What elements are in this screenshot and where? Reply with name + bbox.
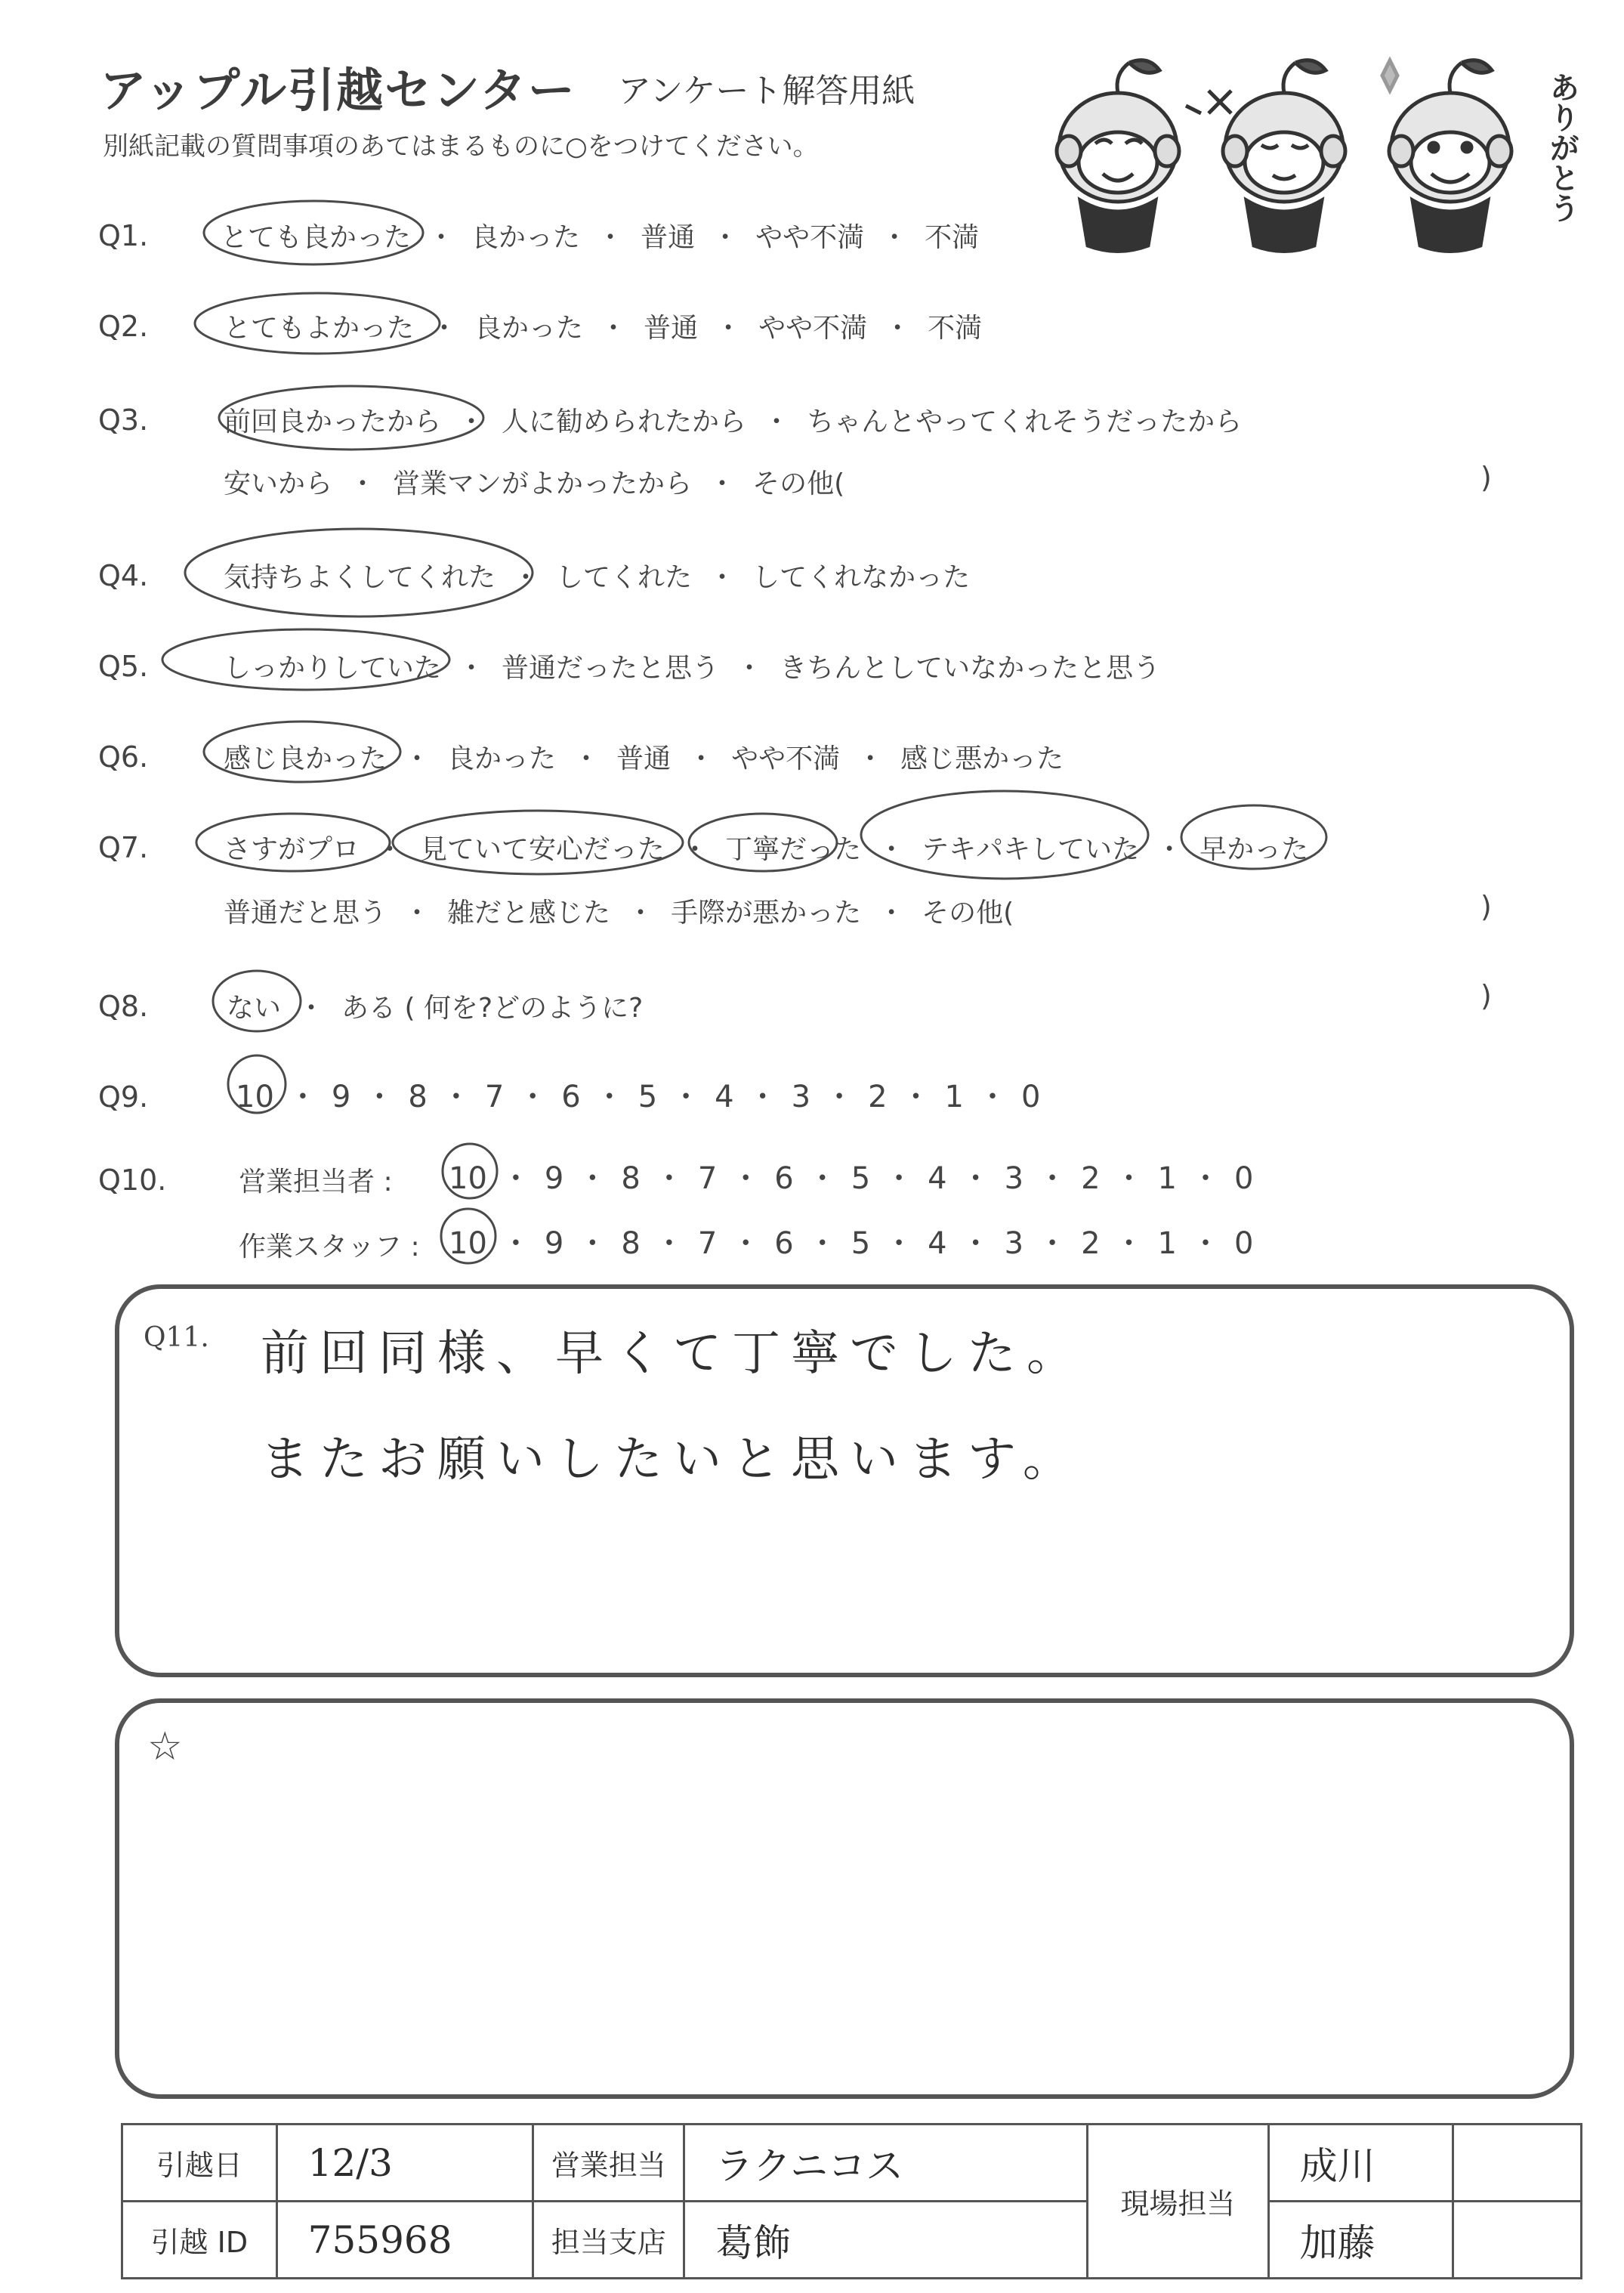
q1-option[interactable]: 良かった	[471, 222, 581, 253]
q10-score[interactable]: 6	[774, 1226, 794, 1261]
q10-score[interactable]: 8	[621, 1161, 641, 1196]
company-title: アップル引越センター	[100, 63, 576, 118]
q9-score[interactable]: 1	[944, 1080, 964, 1114]
q9-score[interactable]: 8	[408, 1080, 428, 1114]
q7-option[interactable]: 早かった	[1199, 834, 1309, 865]
q1-option[interactable]: 不満	[925, 222, 980, 253]
q9-scale: 10 ・ 9 ・ 8 ・ 7 ・ 6 ・ 5 ・ 4 ・ 3 ・ 2 ・ 1 ・ 0	[236, 1080, 1041, 1114]
q7-option[interactable]: さすがプロ	[224, 834, 360, 865]
q7-option[interactable]: テキパキしていた	[922, 834, 1140, 865]
q10-row-name: 営業担当者 :	[239, 1167, 393, 1197]
q9-score[interactable]: 0	[1020, 1080, 1041, 1114]
q10-score[interactable]: 0	[1233, 1226, 1254, 1261]
q10-row-name: 作業スタッフ :	[239, 1231, 420, 1262]
q10-score[interactable]: 9	[544, 1226, 564, 1261]
q9-score[interactable]: 5	[638, 1080, 658, 1114]
q3-option[interactable]: 安いから	[224, 468, 333, 499]
q10-sales-scale: 10 ・ 9 ・ 8 ・ 7 ・ 6 ・ 5 ・ 4 ・ 3 ・ 2 ・ 1 ・ 0	[449, 1161, 1254, 1196]
q3-options-line1: 前回良かったから ・ 人に勧められたから ・ ちゃんとやってくれそうだったから	[224, 406, 1243, 437]
q10-score[interactable]: 6	[774, 1161, 794, 1196]
q4-option[interactable]: 気持ちよくしてくれた	[224, 562, 496, 593]
free-comment-box[interactable]	[115, 1698, 1574, 2099]
q2-option[interactable]: とてもよかった	[224, 313, 415, 344]
q5-option[interactable]: きちんとしていなかったと思う	[780, 653, 1161, 684]
q11-label: Q11.	[144, 1322, 209, 1353]
moving-date-value[interactable]: 12/3	[276, 2125, 533, 2202]
q4-options: 気持ちよくしてくれた ・ してくれた ・ してくれなかった	[224, 562, 971, 593]
q5-label: Q5.	[98, 650, 149, 683]
q7-option[interactable]: 見ていて安心だった	[420, 834, 665, 865]
q1-option[interactable]: とても良かった	[221, 222, 412, 253]
q10-score[interactable]: 1	[1157, 1226, 1177, 1261]
q9-score[interactable]: 4	[715, 1080, 734, 1114]
q3-option[interactable]: 人に勧められたから	[502, 406, 747, 437]
q1-option[interactable]: やや不満	[755, 222, 865, 253]
q10-score[interactable]: 5	[851, 1161, 871, 1196]
q1-options: とても良かった ・ 良かった ・ 普通 ・ やや不満 ・ 不満	[221, 222, 980, 253]
q10-label: Q10.	[98, 1163, 167, 1197]
branch-value[interactable]: 葛飾	[684, 2202, 1088, 2279]
q3-option[interactable]: 営業マンがよかったから	[393, 468, 693, 499]
q10-score[interactable]: 9	[544, 1161, 564, 1196]
q4-option[interactable]: してくれなかった	[752, 562, 971, 593]
thanks-text: ありがとう	[1545, 72, 1579, 223]
q2-option[interactable]: 普通	[644, 313, 699, 344]
q5-options: しっかりしていた ・ 普通だったと思う ・ きちんとしていなかったと思う	[224, 653, 1161, 684]
moving-id-label: 引越 ID	[122, 2202, 277, 2279]
q3-option[interactable]: 前回良かったから	[224, 406, 442, 437]
sales-label: 営業担当	[533, 2125, 684, 2202]
q10-score[interactable]: 7	[697, 1226, 718, 1261]
q10-score[interactable]: 8	[621, 1226, 641, 1261]
q7-options-line1: さすがプロ ・ 見ていて安心だった ・ 丁寧だった ・ テキパキしていた ・ 早かった	[224, 834, 1309, 865]
q7-option[interactable]: その他(	[922, 898, 1014, 929]
q10-score[interactable]: 4	[928, 1226, 947, 1261]
q4-option[interactable]: してくれた	[556, 562, 693, 593]
q6-option[interactable]: やや不満	[731, 743, 841, 774]
star-mark: ☆	[147, 1724, 183, 1769]
q10-score[interactable]: 10	[449, 1226, 487, 1261]
q10-score[interactable]: 3	[1004, 1161, 1024, 1196]
q2-option[interactable]: 良かった	[474, 313, 584, 344]
q5-option[interactable]: 普通だったと思う	[502, 653, 720, 684]
instruction-text: 別紙記載の質問事項のあてはまるものに○をつけてください。	[103, 131, 819, 162]
q6-option[interactable]: 感じ良かった	[224, 743, 387, 774]
q8-option[interactable]: ある ( 何を?どのように?	[341, 993, 644, 1024]
q9-score[interactable]: 3	[791, 1080, 811, 1114]
q2-label: Q2.	[98, 310, 149, 343]
q2-option[interactable]: 不満	[928, 313, 983, 344]
q7-label: Q7.	[98, 831, 149, 864]
q6-option[interactable]: 良かった	[447, 743, 557, 774]
onsite-empty-cell[interactable]	[1453, 2202, 1582, 2279]
q8-option[interactable]: ない	[227, 993, 282, 1024]
q9-score[interactable]: 2	[868, 1080, 888, 1114]
q10-staff-scale: 10 ・ 9 ・ 8 ・ 7 ・ 6 ・ 5 ・ 4 ・ 3 ・ 2 ・ 1 ・ 0	[449, 1226, 1254, 1261]
form-subtitle: アンケート解答用紙	[618, 72, 915, 110]
info-table	[121, 2123, 1582, 2279]
q8-close-paren: )	[1480, 979, 1492, 1012]
q11-comment-line: 前回同様、早くて丁寧でした。	[261, 1326, 1085, 1382]
q10-score[interactable]: 2	[1081, 1161, 1101, 1196]
q1-label: Q1.	[98, 219, 149, 252]
q11-comment-line: またお願いしたいと思います。	[261, 1432, 1082, 1488]
q10-score[interactable]: 5	[851, 1226, 871, 1261]
q10-score[interactable]: 3	[1004, 1226, 1024, 1261]
q7-options-line2: 普通だと思う ・ 雑だと感じた ・ 手際が悪かった ・ その他(	[224, 898, 1014, 929]
onsite-value-2[interactable]: 加藤	[1268, 2202, 1453, 2279]
q7-option[interactable]: 普通だと思う	[224, 898, 387, 929]
q3-options-line2: 安いから ・ 営業マンがよかったから ・ その他(	[224, 468, 845, 499]
q5-option[interactable]: しっかりしていた	[224, 653, 442, 684]
q10-score[interactable]: 4	[928, 1161, 947, 1196]
q7-option[interactable]: 雑だと感じた	[447, 898, 611, 929]
q6-option[interactable]: 普通	[616, 743, 672, 774]
q9-label: Q9.	[98, 1080, 149, 1114]
q6-option[interactable]: 感じ悪かった	[900, 743, 1064, 774]
q6-label: Q6.	[98, 740, 149, 774]
q9-score[interactable]: 6	[561, 1080, 581, 1114]
onsite-empty-cell[interactable]	[1453, 2125, 1582, 2202]
q3-option[interactable]: その他(	[752, 468, 845, 499]
moving-id-value[interactable]: 755968	[276, 2202, 533, 2279]
q10-score[interactable]: 2	[1081, 1226, 1101, 1261]
onsite-label: 現場担当	[1088, 2125, 1269, 2279]
moving-date-label: 引越日	[122, 2125, 277, 2202]
q7-option[interactable]: 丁寧だった	[725, 834, 862, 865]
q8-label: Q8.	[98, 990, 149, 1023]
q3-option[interactable]: ちゃんとやってくれそうだったから	[807, 406, 1243, 437]
q2-options: とてもよかった ・ 良かった ・ 普通 ・ やや不満 ・ 不満	[224, 313, 983, 344]
q7-close-paren: )	[1480, 890, 1492, 923]
q10-score[interactable]: 10	[449, 1161, 487, 1196]
sales-value[interactable]: ラクニコス	[684, 2125, 1088, 2202]
q3-label: Q3.	[98, 403, 149, 437]
q8-options: ない ・ ある ( 何を?どのように?	[227, 993, 644, 1024]
q2-option[interactable]: やや不満	[758, 313, 868, 344]
q1-option[interactable]: 普通	[641, 222, 696, 253]
q9-score[interactable]: 10	[236, 1080, 274, 1114]
branch-label: 担当支店	[533, 2202, 684, 2279]
q7-option[interactable]: 手際が悪かった	[671, 898, 862, 929]
onsite-value-1[interactable]: 成川	[1268, 2125, 1453, 2202]
q3-close-paren: )	[1480, 461, 1492, 494]
q10-score[interactable]: 7	[697, 1161, 718, 1196]
q10-score[interactable]: 0	[1233, 1161, 1254, 1196]
q9-score[interactable]: 7	[484, 1080, 505, 1114]
q10-score[interactable]: 1	[1157, 1161, 1177, 1196]
q6-options: 感じ良かった ・ 良かった ・ 普通 ・ やや不満 ・ 感じ悪かった	[224, 743, 1064, 774]
q4-label: Q4.	[98, 559, 149, 592]
q9-score[interactable]: 9	[331, 1080, 351, 1114]
